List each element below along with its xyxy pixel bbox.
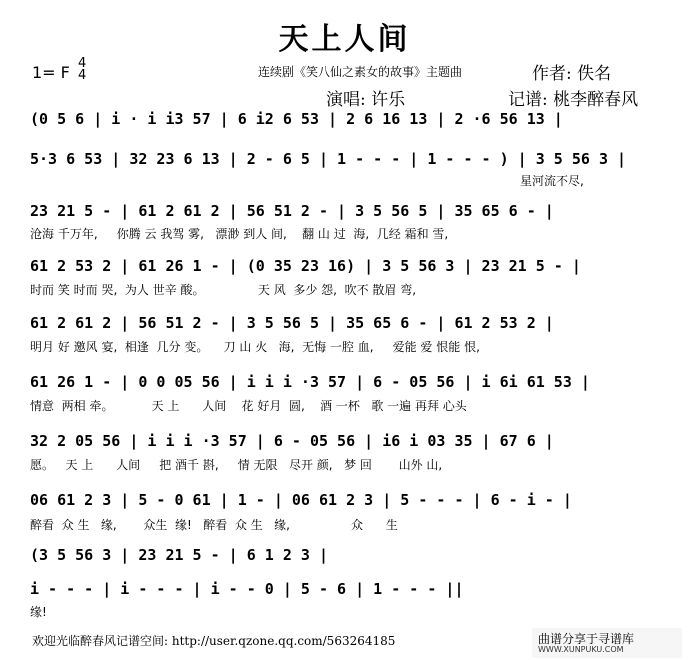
recorder-credit: 记谱: 桃李醉春风 — [508, 90, 639, 110]
lyric-line-8: 醉看 众 生 缘, 众生 缘! 醉看 众 生 缘, 众 生 — [30, 518, 398, 532]
lyric-line-2: 星河流不尽, — [520, 174, 584, 188]
time-signature — [78, 58, 86, 82]
lyric-line-6: 情意 两相 牵。 天 上 人间 花 好月 圆, 酒 一杯 歌 一遍 再拜 心头 — [30, 399, 467, 413]
watermark-text: 曲谱分享于寻谱库 — [538, 632, 635, 646]
score-line-1: (0 5 6 | i · i i3 57 | 6 i2 6 53 | 2 6 16 13 | 2 ·6 56 13 | — [30, 110, 563, 128]
score-line-10: i - - - | i - - - | i - - 0 | 5 - 6 | 1 - - - || — [30, 580, 464, 598]
score-line-2: 5·3 6 53 | 32 23 6 13 | 2 - 6 5 | 1 - - - | 1 - - - ) | 3 5 56 3 | — [30, 150, 627, 168]
lyric-line-4: 时而 笑 时而 哭, 为人 世辛 酸。 天 风 多少 怨, 吹不 散眉 弯, — [30, 283, 417, 297]
score-line-3: 23 21 5 - | 61 2 61 2 | 56 51 2 - | 3 5 56 5 | 35 65 6 - | — [30, 202, 554, 220]
song-title: 天上人间 — [278, 22, 411, 57]
score-line-8: 06 61 2 3 | 5 - 0 61 | 1 - | 06 61 2 3 | 5 - - - | 6 - i - | — [30, 491, 572, 509]
song-subtitle: 连续剧《笑八仙之素女的故事》主题曲 — [258, 65, 463, 79]
score-line-5: 61 2 61 2 | 56 51 2 - | 3 5 56 5 | 35 65 6 - | 61 2 53 2 | — [30, 314, 554, 332]
score-line-7: 32 2 05 56 | i i i ·3 57 | 6 - 05 56 | i6 i 03 35 | 67 6 | — [30, 432, 554, 450]
time-signature-bottom: 4 — [78, 68, 87, 83]
score-line-4: 61 2 53 2 | 61 26 1 - | (0 35 23 16) | 3 5 56 3 | 23 21 5 - | — [30, 257, 581, 275]
footer-credit: 欢迎光临醉春风记谱空间: http://user.qzone.qq.com/563264185 — [32, 634, 396, 648]
key-signature: 1= F — [32, 63, 70, 82]
score-line-6: 61 26 1 - | 0 0 05 56 | i i i ·3 57 | 6 - 05 56 | i 6i 61 53 | — [30, 373, 590, 391]
time-signature-top: 4 — [78, 56, 87, 71]
singer-credit: 演唱: 许乐 — [326, 90, 406, 110]
score-line-9: (3 5 56 3 | 23 21 5 - | 6 1 2 3 | — [30, 546, 329, 564]
watermark-url: WWW.XUNPUKU.COM — [538, 645, 624, 654]
watermark-box — [532, 628, 682, 658]
lyric-line-10: 缘! — [30, 605, 47, 619]
lyric-line-7: 愿。 天 上 人间 把 酒千 斟, 情 无限 尽开 颜, 梦 回 山外 山, — [30, 458, 443, 472]
author-credit: 作者: 佚名 — [532, 64, 612, 84]
lyric-line-3: 沧海 千万年, 你腾 云 我驾 雾, 漂渺 到人 间, 翻 山 过 海, 几经 霜和 雪, — [30, 227, 449, 241]
lyric-line-5: 明月 好 邀风 宴, 相逢 几分 变。 刀 山 火 海, 无悔 一腔 血, 爱能 爱 恨能 恨, — [30, 340, 480, 354]
